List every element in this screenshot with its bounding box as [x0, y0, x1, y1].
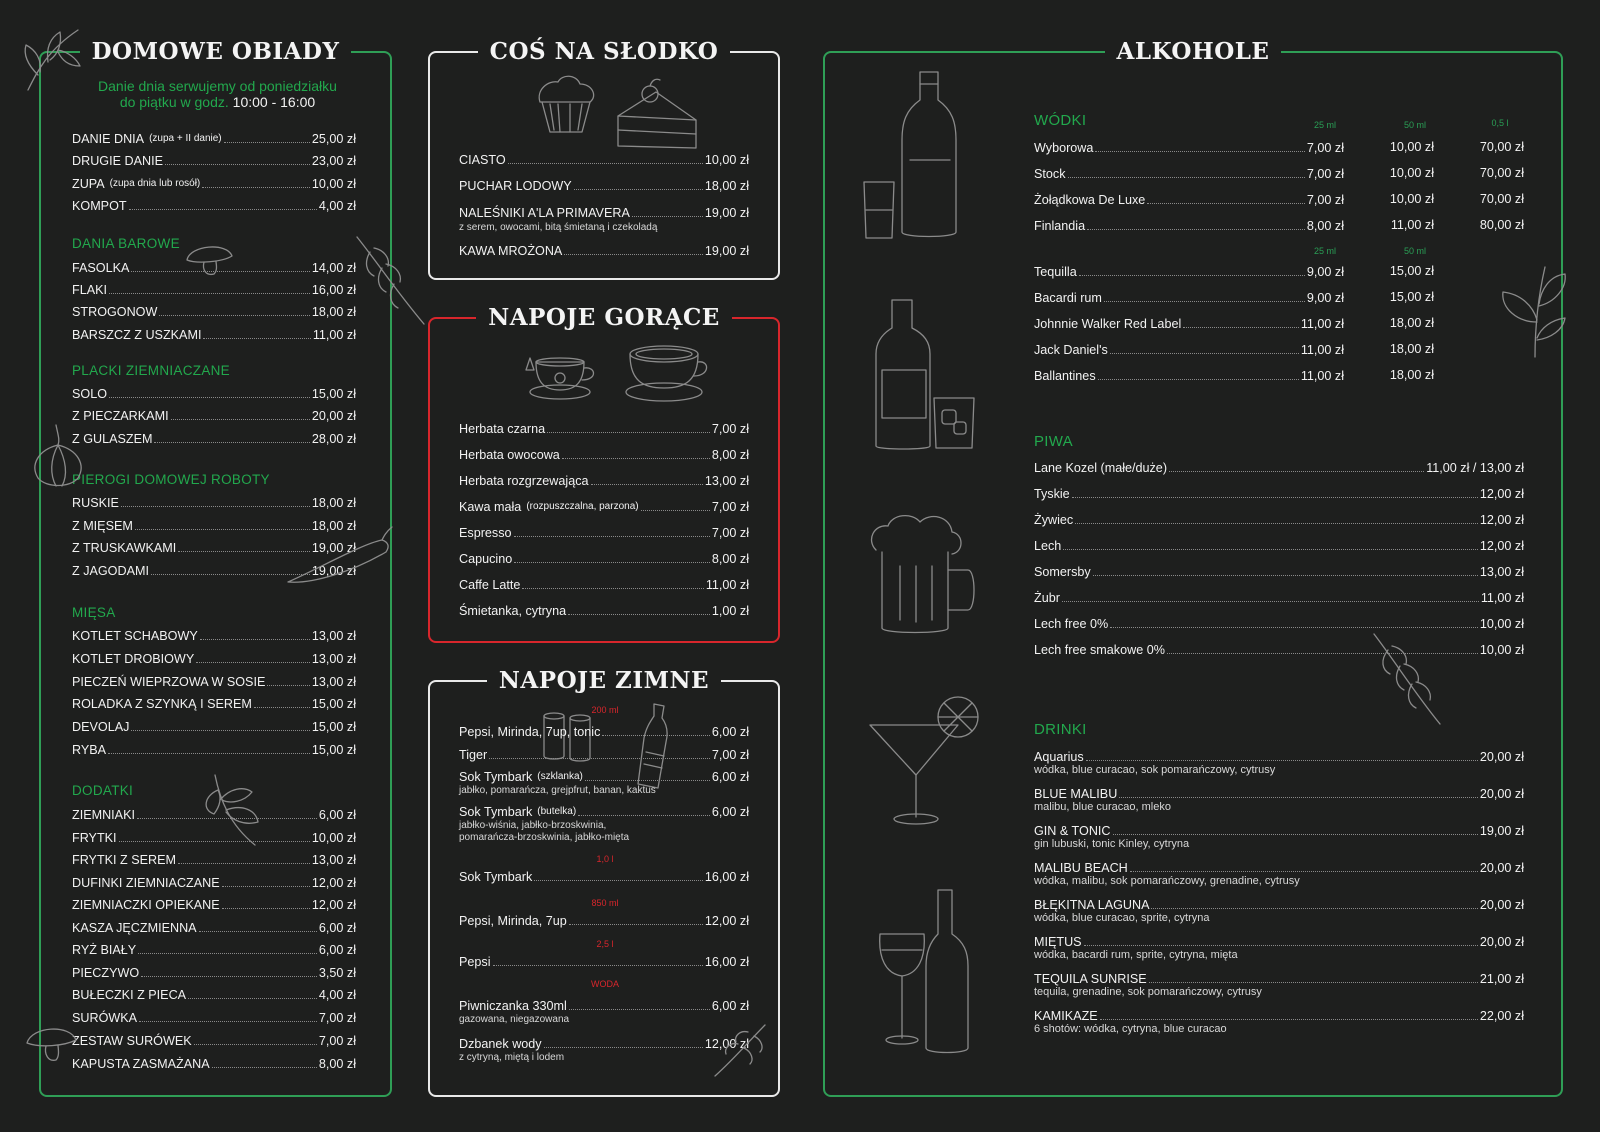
drink-description: wódka, bacardi rum, sprite, cytryna, mięta	[1034, 949, 1238, 961]
price-50ml: 11,00 zł	[1390, 218, 1434, 232]
szklanka-description: jabłko, pomarańcza, grejpfrut, banan, kaktus	[459, 785, 656, 796]
menu-row: Z MIĘSEM 18,00 zł	[72, 519, 356, 533]
section-title-miesa: MIĘSA	[72, 605, 116, 620]
price-50ml: 15,00 zł	[1389, 264, 1434, 278]
cocktail-glass-icon	[868, 695, 988, 830]
menu-row: DANIE DNIA (zupa + II danie) 25,00 zł	[72, 132, 356, 146]
menu-row: BLUE MALIBU 20,00 zł	[1034, 787, 1524, 801]
menu-row: Stock 7,00 zł	[1034, 167, 1344, 181]
butelka-description-2: pomarańcza-brzoskwinia, jabłko-mięta	[459, 832, 630, 843]
price-50ml: 10,00 zł	[1389, 166, 1434, 180]
menu-row: FASOLKA 14,00 zł	[72, 261, 356, 275]
section-title-barowe: DANIA BAROWE	[72, 236, 180, 251]
menu-row: KOTLET SCHABOWY 13,00 zł	[72, 629, 356, 643]
menu-row: Sok Tymbark (butelka) 6,00 zł	[459, 805, 749, 819]
menu-row: BUŁECZKI Z PIECA 4,00 zł	[72, 988, 356, 1002]
size-label-25ml: 25 ml	[1313, 246, 1336, 256]
menu-row: Żywiec 12,00 zł	[1034, 513, 1524, 527]
herb-leaf-icon	[200, 770, 270, 850]
menu-row: PIECZEŃ WIEPRZOWA W SOSIE 13,00 zł	[72, 675, 356, 689]
menu-row: Sok Tymbark 16,00 zł	[459, 870, 749, 884]
menu-row: Espresso 7,00 zł	[459, 526, 749, 540]
size-label-1l: 1,0 l	[596, 854, 614, 864]
beer-mug-icon	[866, 510, 986, 640]
drink-description: 6 shotów: wódka, cytryna, blue curacao	[1034, 1023, 1227, 1035]
menu-row: Aquarius 20,00 zł	[1034, 750, 1524, 764]
menu-row: Lech 12,00 zł	[1034, 539, 1524, 553]
price-50ml: 18,00 zł	[1389, 368, 1434, 382]
drink-description: malibu, blue curacao, mleko	[1034, 801, 1171, 813]
drink-description: wódka, blue curacao, sprite, cytryna	[1034, 912, 1210, 924]
teacup-icon	[526, 352, 606, 407]
menu-row: Caffe Latte 11,00 zł	[459, 578, 749, 592]
menu-row: Lane Kozel (małe/duże) 11,00 zł / 13,00 zł	[1034, 461, 1524, 475]
menu-row: SOLO 15,00 zł	[72, 387, 356, 401]
price-50ml: 15,00 zł	[1389, 290, 1434, 304]
menu-row: KAMIKAZE 22,00 zł	[1034, 1009, 1524, 1023]
menu-row: SURÓWKA 7,00 zł	[72, 1011, 356, 1025]
menu-row: MALIBU BEACH 20,00 zł	[1034, 861, 1524, 875]
menu-row: Piwniczanka 330ml 6,00 zł	[459, 999, 749, 1013]
section-title-wodki: WÓDKI	[1034, 112, 1087, 129]
menu-row: Herbata owocowa 8,00 zł	[459, 448, 749, 462]
menu-row: Dzbanek wody 12,00 zł	[459, 1037, 749, 1051]
menu-row: KOTLET DROBIOWY 13,00 zł	[72, 652, 356, 666]
menu-row: CIASTO 10,00 zł	[459, 153, 749, 167]
cupcake-icon	[530, 70, 600, 140]
menu-row: RYŻ BIAŁY 6,00 zł	[72, 943, 356, 957]
menu-row: TEQUILA SUNRISE 21,00 zł	[1034, 972, 1524, 986]
menu-row: Żubr 11,00 zł	[1034, 591, 1524, 605]
menu-row: BARSZCZ Z USZKAMI 11,00 zł	[72, 328, 356, 342]
size-label-50ml: 50 ml	[1403, 120, 1426, 130]
garlic-icon	[28, 420, 88, 490]
menu-row: RUSKIE 18,00 zł	[72, 496, 356, 510]
menu-row: Tiger 7,00 zł	[459, 748, 749, 762]
menu-row: Śmietanka, cytryna 1,00 zł	[459, 604, 749, 618]
menu-row: Sok Tymbark (szklanka) 6,00 zł	[459, 770, 749, 784]
nalesniki-description: z serem, owocami, bitą śmietaną i czekoladą	[459, 222, 658, 233]
size-label-woda: WODA	[591, 979, 619, 989]
menu-row: RYBA 15,00 zł	[72, 743, 356, 757]
alkohole-title: ALKOHOLE	[825, 37, 1561, 67]
menu-row: Jack Daniel's 11,00 zł	[1034, 343, 1344, 357]
menu-row: Bacardi rum 9,00 zł	[1034, 291, 1344, 305]
price-50ml: 18,00 zł	[1389, 342, 1434, 356]
menu-row: Herbata czarna 7,00 zł	[459, 422, 749, 436]
menu-row: Tyskie 12,00 zł	[1034, 487, 1524, 501]
domowe-intro: Danie dnia serwujemy od poniedziałku do piątku w godz. 10:00 - 16:00	[98, 78, 337, 110]
menu-row: KASZA JĘCZMIENNA 6,00 zł	[72, 921, 356, 935]
price-50ml: 10,00 zł	[1389, 192, 1434, 206]
menu-row: Kawa mała (rozpuszczalna, parzona) 7,00 zł	[459, 500, 749, 514]
wine-bottle-icon	[876, 888, 986, 1058]
menu-row: STROGONOW 18,00 zł	[72, 305, 356, 319]
size-label-25ml: 25 ml	[1313, 120, 1336, 130]
menu-row: Finlandia 8,00 zł	[1034, 219, 1344, 233]
dzbanek-description: z cytryną, miętą i lodem	[459, 1052, 565, 1063]
menu-row: ZESTAW SURÓWEK 7,00 zł	[72, 1034, 356, 1048]
chili-icon	[282, 522, 402, 592]
menu-row: Lech free 0% 10,00 zł	[1034, 617, 1524, 631]
menu-row: Z TRUSKAWKAMI 19,00 zł	[72, 541, 356, 555]
menu-row: Capucino 8,00 zł	[459, 552, 749, 566]
menu-row: FRYTKI 10,00 zł	[72, 831, 356, 845]
menu-row: GIN & TONIC 19,00 zł	[1034, 824, 1524, 838]
cake-slice-icon	[612, 80, 702, 160]
menu-row: Pepsi 16,00 zł	[459, 955, 749, 969]
gorace-title: NAPOJE GORĄCE	[430, 303, 778, 333]
herb-leaf-icon	[710, 1020, 770, 1080]
size-label-200ml: 200 ml	[591, 705, 619, 715]
menu-row: ZIEMNIACZKI OPIEKANE 12,00 zł	[72, 898, 356, 912]
piwniczanka-description: gazowana, niegazowana	[459, 1014, 570, 1025]
menu-row: DEVOLAJ 15,00 zł	[72, 720, 356, 734]
price-0-5l: 70,00 zł	[1479, 192, 1524, 206]
section-title-placki: PLACKI ZIEMNIACZANE	[72, 363, 230, 378]
herb-leaf-icon	[352, 232, 432, 332]
size-label-0-5l: 0,5 l	[1491, 118, 1509, 128]
mushroom-icon	[182, 240, 242, 280]
price-0-5l: 70,00 zł	[1479, 166, 1524, 180]
zimne-title: NAPOJE ZIMNE	[430, 666, 778, 696]
drink-description: wódka, blue curacao, sok pomarańczowy, cytrusy	[1034, 764, 1276, 776]
butelka-description-1: jabłko-wiśnia, jabłko-brzoskwinia,	[459, 820, 607, 831]
section-title-pierogi: PIEROGI DOMOWEJ ROBOTY	[72, 472, 270, 487]
menu-row: KOMPOT 4,00 zł	[72, 199, 356, 213]
price-50ml: 18,00 zł	[1389, 316, 1434, 330]
menu-row: Z JAGODAMI 19,00 zł	[72, 564, 356, 578]
menu-row: DRUGIE DANIE 23,00 zł	[72, 154, 356, 168]
size-label-2-5l: 2,5 l	[596, 939, 614, 949]
menu-row: DUFINKI ZIEMNIACZANE 12,00 zł	[72, 876, 356, 890]
menu-row: PUCHAR LODOWY 18,00 zł	[459, 179, 749, 193]
menu-row: Herbata rozgrzewająca 13,00 zł	[459, 474, 749, 488]
section-title-dodatki: DODATKI	[72, 783, 134, 798]
menu-row: FLAKI 16,00 zł	[72, 283, 356, 297]
size-label-850ml: 850 ml	[591, 898, 619, 908]
menu-row: ZUPA (zupa dnia lub rosół) 10,00 zł	[72, 177, 356, 191]
herb-leaf-icon	[18, 20, 88, 100]
menu-row: Pepsi, Mirinda, 7up 12,00 zł	[459, 914, 749, 928]
menu-row: MIĘTUS 20,00 zł	[1034, 935, 1524, 949]
drink-description: wódka, malibu, sok pomarańczowy, grenadine, cytrusy	[1034, 875, 1300, 887]
menu-row: Pepsi, Mirinda, 7up, tonic 6,00 zł	[459, 725, 749, 739]
menu-row: ROLADKA Z SZYNKĄ I SEREM 15,00 zł	[72, 697, 356, 711]
domowe-title: DOMOWE OBIADY	[41, 37, 390, 67]
menu-row: KAPUSTA ZASMAŻANA 8,00 zł	[72, 1057, 356, 1071]
section-title-drinki: DRINKI	[1034, 721, 1087, 738]
menu-row: Wyborowa 7,00 zł	[1034, 141, 1344, 155]
size-label-50ml: 50 ml	[1403, 246, 1426, 256]
section-title-piwa: PIWA	[1034, 433, 1073, 450]
menu-row: Lech free smakowe 0% 10,00 zł	[1034, 643, 1524, 657]
menu-row: NALEŚNIKI A'LA PRIMAVERA 19,00 zł	[459, 206, 749, 220]
menu-row: Tequilla 9,00 zł	[1034, 265, 1344, 279]
menu-row: ZIEMNIAKI 6,00 zł	[72, 808, 356, 822]
coffee-cup-icon	[622, 340, 710, 405]
menu-row: Ballantines 11,00 zł	[1034, 369, 1344, 383]
menu-row: Johnnie Walker Red Label 11,00 zł	[1034, 317, 1344, 331]
price-50ml: 10,00 zł	[1389, 140, 1434, 154]
menu-row: KAWA MROŻONA 19,00 zł	[459, 244, 749, 258]
menu-row: Somersby 13,00 zł	[1034, 565, 1524, 579]
whisky-bottle-icon	[872, 298, 982, 453]
vodka-bottle-icon	[860, 70, 970, 245]
slodko-title: COŚ NA SŁODKO	[430, 37, 778, 67]
menu-row: BŁĘKITNA LAGUNA 20,00 zł	[1034, 898, 1524, 912]
menu-row: Z GULASZEM 28,00 zł	[72, 432, 356, 446]
price-0-5l: 70,00 zł	[1479, 140, 1524, 154]
menu-row: Z PIECZARKAMI 20,00 zł	[72, 409, 356, 423]
price-0-5l: 80,00 zł	[1479, 218, 1524, 232]
drink-description: tequila, grenadine, sok pomarańczowy, cytrusy	[1034, 986, 1262, 998]
menu-row: Żołądkowa De Luxe 7,00 zł	[1034, 193, 1344, 207]
mushroom-icon	[22, 1018, 82, 1068]
herb-leaf-icon	[1495, 262, 1570, 362]
menu-row: PIECZYWO 3,50 zł	[72, 966, 356, 980]
drink-description: gin lubuski, tonic Kinley, cytryna	[1034, 838, 1190, 850]
menu-row: FRYTKI Z SEREM 13,00 zł	[72, 853, 356, 867]
